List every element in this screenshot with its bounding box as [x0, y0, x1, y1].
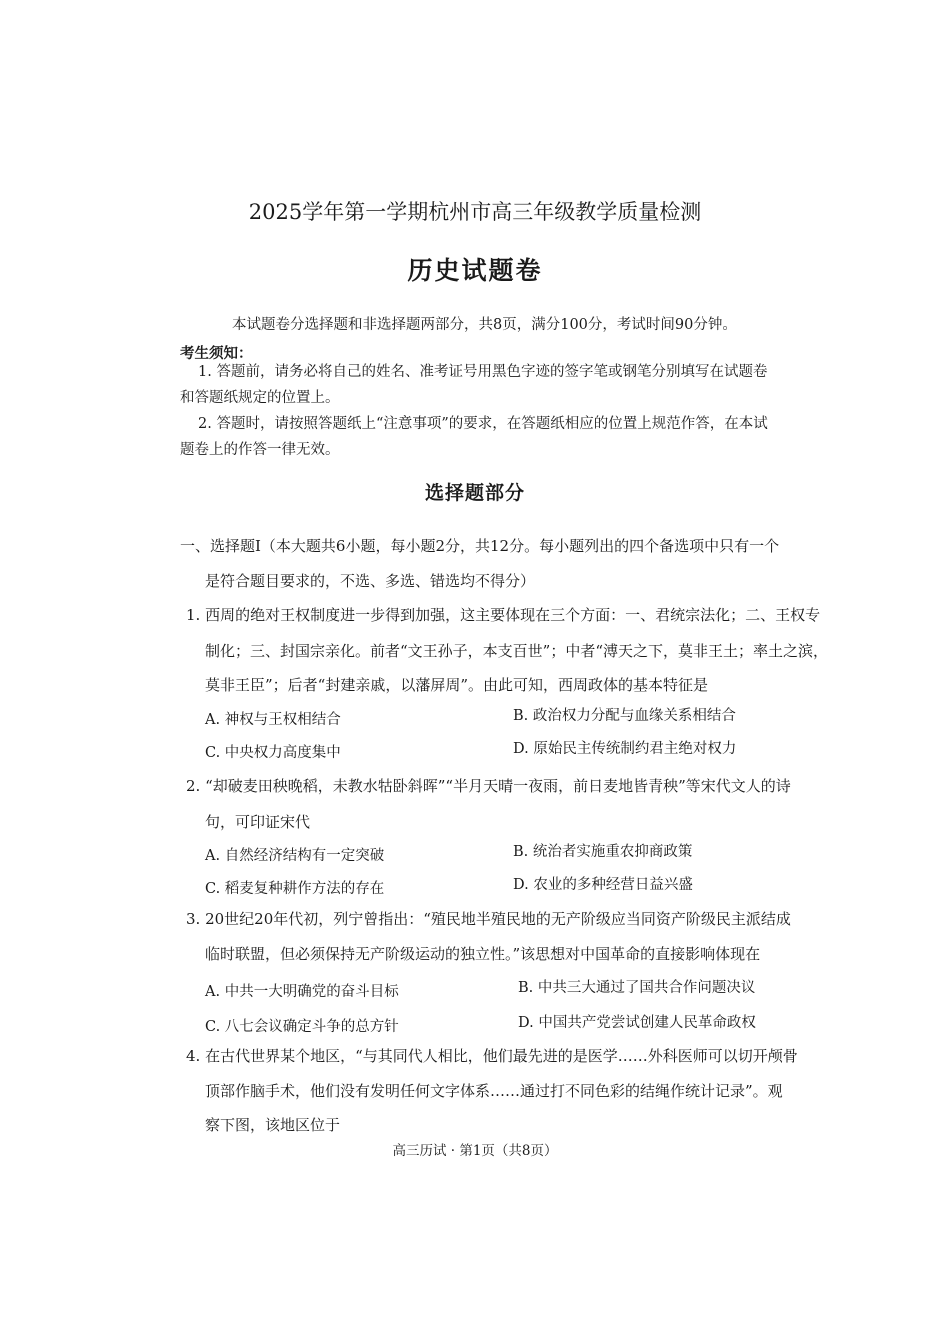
question-1-option-b: B. 政治权力分配与血缘关系相结合 [513, 708, 736, 724]
notice-item-1-line-2: 和答题纸规定的位置上。 [180, 390, 340, 406]
question-2-line-2: 句，可印证宋代 [205, 813, 311, 831]
question-2-option-d: D. 农业的多种经营日益兴盛 [513, 877, 693, 893]
question-1-line-2: 制化；三、封国宗亲化。前者“文王孙子，本支百世”；中者“溥天之下，莫非王土；率土之滨， [205, 642, 829, 660]
question-2-option-a: A. 自然经济结构有一定突破 [205, 848, 385, 864]
notice-item-2-line-1: 2. 答题时，请按照答题纸上“注意事项”的要求，在答题纸相应的位置上规范作答，在本试 [198, 416, 768, 432]
question-2-option-c: C. 稻麦复种耕作方法的存在 [205, 881, 385, 897]
question-3-option-a: A. 中共一大明确党的奋斗目标 [205, 984, 399, 1000]
page-footer: 高三历试 · 第1页（共8页） [392, 1143, 558, 1159]
question-1-line-1: 1. 西周的绝对王权制度进一步得到加强，这主要体现在三个方面：一、君统宗法化；二、王权专 [186, 606, 821, 624]
question-4-line-3: 察下图，该地区位于 [205, 1116, 341, 1134]
notice-heading: 考生须知： [180, 345, 253, 362]
question-1-line-3: 莫非王臣”；后者“封建亲戚，以藩屏周”。由此可知，西周政体的基本特征是 [205, 676, 709, 694]
section-instruction-line-1: 一、选择题Ⅰ（本大题共6小题，每小题2分，共12分。每小题列出的四个备选项中只有一个 [180, 537, 780, 555]
question-1-option-a: A. 神权与王权相结合 [205, 712, 341, 728]
question-2-option-b: B. 统治者实施重农抑商政策 [513, 844, 693, 860]
exam-subtitle: 历史试题卷 [407, 256, 543, 285]
notice-item-2-line-2: 题卷上的作答一律无效。 [180, 442, 340, 458]
question-2-line-1: 2. “却破麦田秧晚稻，未教水牯卧斜晖”“半月天晴一夜雨，前日麦地皆青秧”等宋代文人的诗 [186, 777, 791, 795]
exam-intro: 本试题卷分选择题和非选择题两部分，共8页，满分100分，考试时间90分钟。 [232, 317, 737, 333]
question-3-line-1: 3. 20世纪20年代初，列宁曾指出：“殖民地半殖民地的无产阶级应当同资产阶级民主派结成 [186, 910, 791, 928]
question-3-option-c: C. 八七会议确定斗争的总方针 [205, 1019, 399, 1035]
question-4-line-2: 顶部作脑手术，他们没有发明任何文字体系……通过打不同色彩的结绳作统计记录”。观 [205, 1082, 783, 1100]
section-instruction-line-2: 是符合题目要求的，不选、多选、错选均不得分） [205, 572, 536, 590]
question-3-option-d: D. 中国共产党尝试创建人民革命政权 [518, 1015, 756, 1031]
section-title: 选择题部分 [424, 482, 525, 504]
question-3-line-2: 临时联盟，但必须保持无产阶级运动的独立性。”该思想对中国革命的直接影响体现在 [205, 945, 761, 963]
notice-item-1-line-1: 1. 答题前，请务必将自己的姓名、准考证号用黑色字迹的签字笔或钢笔分别填写在试题卷 [198, 364, 768, 380]
question-3-option-b: B. 中共三大通过了国共合作问题决议 [518, 980, 756, 996]
question-1-option-c: C. 中央权力高度集中 [205, 745, 341, 761]
question-1-option-d: D. 原始民主传统制约君主绝对权力 [513, 741, 737, 757]
exam-title: 2025学年第一学期杭州市高三年级教学质量检测 [248, 200, 702, 224]
question-4-line-1: 4. 在古代世界某个地区，“与其同代人相比，他们最先进的是医学……外科医师可以切开颅骨 [186, 1047, 798, 1065]
